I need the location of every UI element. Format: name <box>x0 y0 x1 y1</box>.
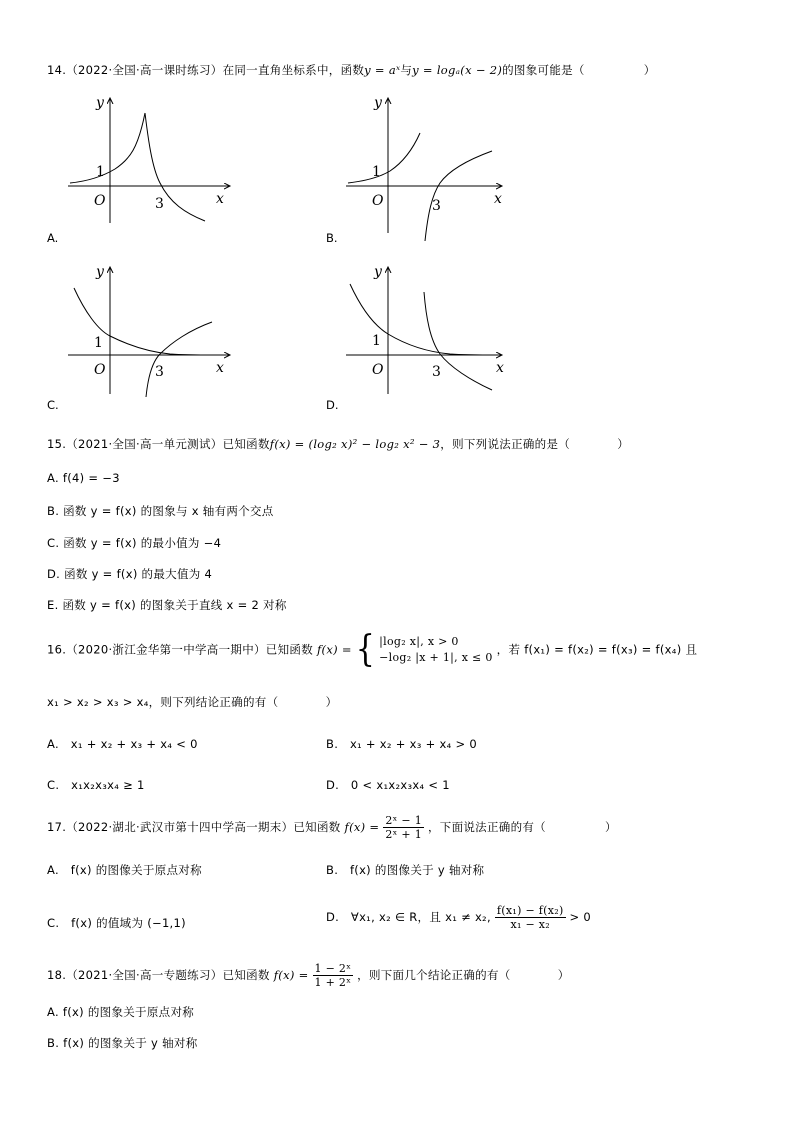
q14-option-a: A. <box>47 231 59 245</box>
q16-option-c: C. x₁x₂x₃x₄ ≥ 1 <box>47 778 145 792</box>
svg-text:O: O <box>372 193 384 209</box>
q15-stem: 15.（2021·全国·高一单元测试）已知函数f(x) = (log₂ x)² − log₂ x² − 3，则下列说法正确的是（ ） <box>47 437 630 451</box>
q17-option-d: D. ∀x₁, x₂ ∈ R，且 x₁ ≠ x₂, $\frac{\text{f(x₁) − f(x₂)}}{\text{x₁ − x₂}}$ > 0 <box>326 904 592 931</box>
svg-text:x: x <box>494 191 502 207</box>
graph-c <box>60 262 240 402</box>
q14-option-c: C. <box>47 398 59 412</box>
graph-a <box>60 93 240 233</box>
svg-text:y: y <box>374 95 382 111</box>
svg-text:x: x <box>496 360 504 376</box>
q15-option-d: D. 函数 y = f(x) 的最大值为 4 <box>47 567 213 581</box>
q15-option-c: C. 函数 y = f(x) 的最小值为 −4 <box>47 536 222 550</box>
svg-text:O: O <box>372 362 384 378</box>
svg-text:1: 1 <box>372 164 381 180</box>
svg-text:y: y <box>374 264 382 280</box>
q17-stem: 17.（2022·湖北·武汉市第十四中学高一期末）已知函数 f(x) = $\frac{\text{2ˣ − 1}}{\text{2ˣ + 1}}$ ，下面说法正确的有（ ） <box>47 814 617 841</box>
q15-option-e: E. 函数 y = f(x) 的图象关于直线 x = 2 对称 <box>47 598 287 612</box>
svg-text:3: 3 <box>432 198 441 214</box>
q17-option-c: C. f(x) 的值域为 (−1,1) <box>47 916 186 930</box>
q18-option-a: A. f(x) 的图象关于原点对称 <box>47 1005 195 1019</box>
q16-line2: x₁ > x₂ > x₃ > x₄，则下列结论正确的有（ ） <box>47 695 338 709</box>
q16-option-b: B. x₁ + x₂ + x₃ + x₄ > 0 <box>326 737 478 751</box>
svg-text:x: x <box>216 360 224 376</box>
svg-text:1: 1 <box>372 333 381 349</box>
svg-text:3: 3 <box>432 364 441 380</box>
y-label: y <box>96 95 104 111</box>
origin-label: O <box>94 193 106 209</box>
q18-option-b: B. f(x) 的图象关于 y 轴对称 <box>47 1036 198 1050</box>
svg-text:O: O <box>94 362 106 378</box>
graph-d <box>340 262 520 402</box>
q17-option-a: A. f(x) 的图像关于原点对称 <box>47 863 202 877</box>
q16-option-a: A. x₁ + x₂ + x₃ + x₄ < 0 <box>47 737 198 751</box>
q16-option-d: D. 0 < x₁x₂x₃x₄ < 1 <box>326 778 450 792</box>
one-label: 1 <box>96 164 105 180</box>
three-label: 3 <box>155 196 164 212</box>
q15-option-a: A. f(4) = −3 <box>47 471 120 485</box>
q14-option-b: B. <box>326 231 338 245</box>
q17-option-b: B. f(x) 的图像关于 y 轴对称 <box>326 863 485 877</box>
x-label: x <box>216 191 224 207</box>
q18-stem: 18.（2021·全国·高一专题练习）已知函数 f(x) = $\frac{\text{1 − 2ˣ}}{\text{1 + 2ˣ}}$ ，则下面几个结论正确的有（ ） <box>47 962 570 989</box>
svg-text:1: 1 <box>94 335 103 351</box>
svg-text:3: 3 <box>155 364 164 380</box>
case-2: −log₂ |x + 1|, x ≤ 0 <box>379 651 493 664</box>
q14-stem: 14.（2022·全国·高一课时练习）在同一直角坐标系中，函数y = aˣ与y = logₐ(x − 2)的图象可能是（ ） <box>47 63 656 77</box>
q15-option-b: B. 函数 y = f(x) 的图象与 x 轴有两个交点 <box>47 504 274 518</box>
q16-stem: 16.（2020·浙江金华第一中学高一期中）已知函数 f(x) = { |log₂ x|, x > 0 −log₂ |x + 1|, x ≤ 0 ，若 f(x₁) = f(x₂) = f(x₃) = f(x₄) 且 <box>47 628 698 671</box>
q14-option-d: D. <box>326 398 339 412</box>
case-1: |log₂ x|, x > 0 <box>379 635 459 648</box>
graph-b <box>340 93 520 243</box>
svg-text:y: y <box>96 264 104 280</box>
